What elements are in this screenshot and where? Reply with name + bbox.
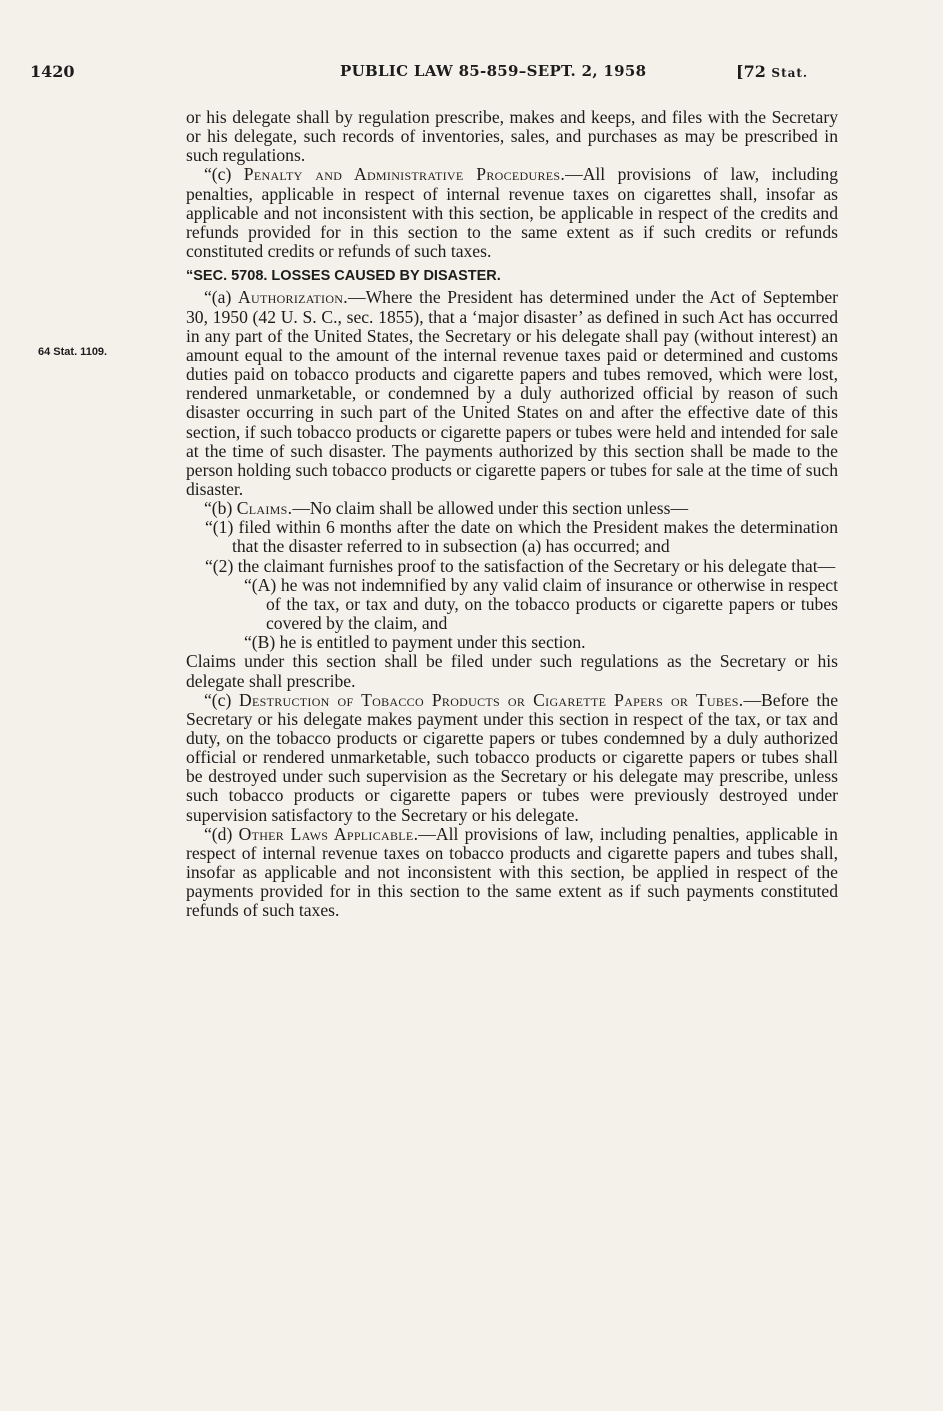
clause-1: “(1) filed within 6 months after the date on which the President makes the determination that the disaster referred to in subsection (a) has occurred; and (205, 517, 838, 557)
paragraph-heading: Claims. (236, 498, 293, 519)
paragraph-lead: “(c) (204, 164, 244, 185)
paragraph-body: —Before the Secretary or his delegate makes payment under this section in respect of the tax, or tax and duty, on the tobacco products or cigarette papers or tubes condemned by a duly authorized official or rendered unmarketable, such tobacco products or cigarette papers or tubes shall be destroyed under such supervision as the Secretary or his delegate may prescribe, unless such tobacco products or cigarette papers or tubes were previously destroyed under supervision satisfactory to the Secretary or his delegate. (186, 689, 839, 825)
paragraph-c-destruction (186, 691, 838, 825)
paragraph-heading: Penalty and Administrative Procedures. (243, 164, 566, 185)
page-header (0, 62, 943, 86)
paragraph-claims-filing: Claims under this section shall be filed under such regulations as the Secretary or his delegate shall prescribe. (186, 651, 838, 691)
volume-open: [72 (736, 62, 772, 81)
document-body (186, 108, 838, 921)
paragraph-lead: “(c) (204, 689, 239, 710)
paragraph-d-other-laws (186, 825, 838, 921)
paragraph-continuation: or his delegate shall by regulation prescribe, makes and keeps, and files with the Secretary or his delegate, such records of inventories, sales, and purchases as may be prescribed in such regulations. (186, 107, 838, 166)
paragraph-lead: “(b) (204, 498, 237, 519)
paragraph-body: —No claim shall be allowed under this section unless— (292, 498, 689, 519)
volume-label: Stat. (771, 66, 809, 80)
paragraph-body: —All provisions of law, including penalties, applicable in respect of internal revenue taxes on tobacco products and cigarette papers and tubes shall, insofar as applicable and not inconsistent with this section, be applied in respect of the payments provided for in this section to the same extent as if such payments constituted refunds of such taxes. (186, 823, 838, 921)
volume-reference (736, 62, 808, 81)
paragraph-a-authorization (186, 288, 838, 499)
margin-citation: 64 Stat. 1109. (38, 346, 108, 358)
paragraph-lead: “(a) (204, 287, 239, 308)
paragraph-b-claims (186, 499, 838, 518)
subclause-b: “(B) he is entitled to payment under this section. (244, 632, 586, 653)
running-head: PUBLIC LAW 85-859–SEPT. 2, 1958 (340, 62, 647, 80)
paragraph-body: —Where the President has determined under the Act of September 30, 1950 (42 U. S. C., sec. 1855), that a ‘major disaster’ as defined in such Act has occurred in any part of the United States, the Secretary or his delegate shall pay (without interest) an amount equal to the amount of the internal revenue taxes paid or determined and customs duties paid on tobacco products and cigarette papers and tubes removed, which were lost, rendered unmarketable, or condemned by a duly authorized official by reason of such disaster occurring in such part of the United States on and after the effective date of this section, if such tobacco products or cigarette papers or tubes were held and intended for sale at the time of such disaster. The payments authorized by this section shall be made to the person holding such tobacco products or cigarette papers or tubes for sale at the time of such disaster. (186, 287, 839, 499)
paragraph-heading: Authorization. (238, 287, 348, 308)
clause-2: “(2) the claimant furnishes proof to the satisfaction of the Secretary or his delegate that— (205, 555, 836, 576)
paragraph-c-penalty (186, 165, 838, 261)
page-number: 1420 (30, 62, 75, 81)
paragraph-body: —All provisions of law, including penalties, applicable in respect of internal revenue taxes on cigarettes shall, insofar as applicable and not inconsistent with this section, be applicable in respect of the credits and refunds provided for in this section to the same extent as if such credits or refunds constituted credits or refunds of such taxes. (186, 164, 839, 262)
paragraph-heading: Other Laws Applicable. (238, 823, 419, 844)
paragraph-lead: “(d) (204, 823, 239, 844)
subclause-a: “(A) he was not indemnified by any valid claim of insurance or otherwise in respect of the tax, or tax and duty, on the tobacco products or cigarette papers or tubes covered by the claim, and (244, 574, 838, 634)
section-heading: “SEC. 5708. LOSSES CAUSED BY DISASTER. (186, 268, 501, 285)
paragraph-heading: Destruction of Tobacco Products or Cigarette Papers or Tubes. (238, 689, 744, 710)
